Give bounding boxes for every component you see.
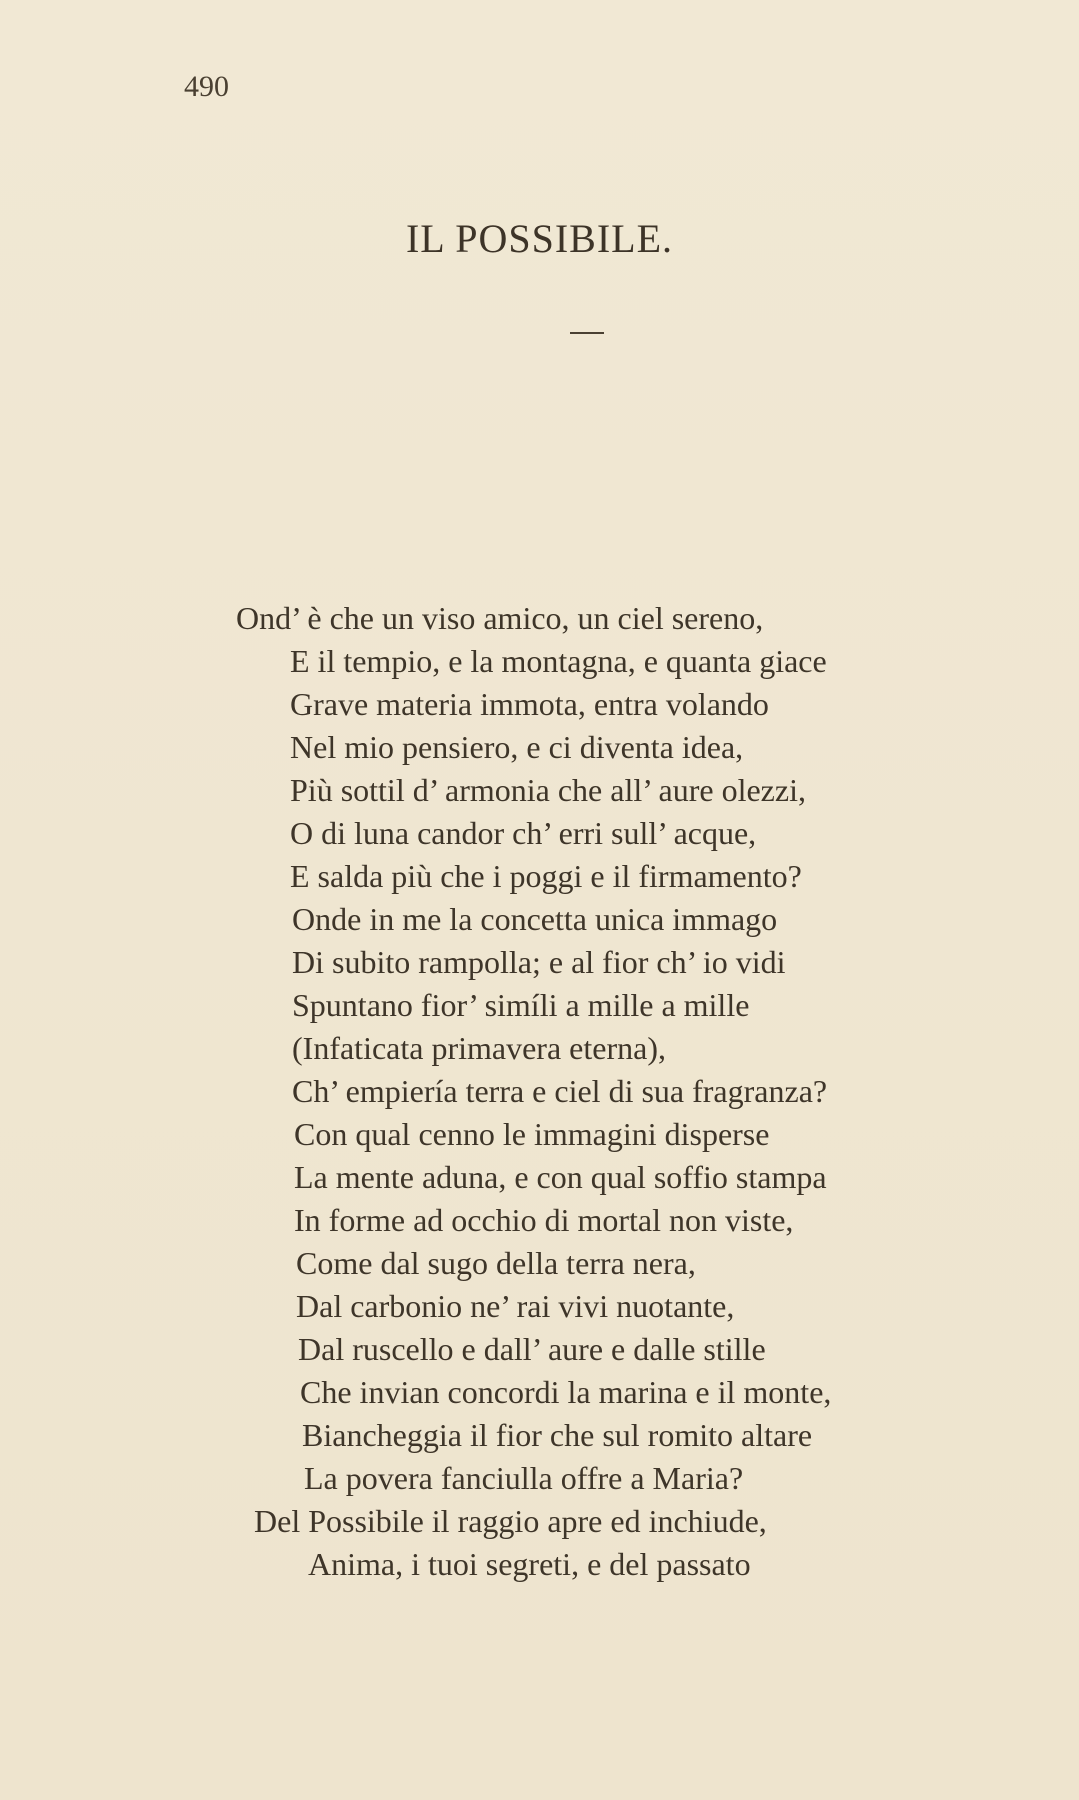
- poem-line: Biancheggia il fior che sul romito altare: [302, 1417, 813, 1453]
- poem-line: (Infaticata primavera eterna),: [292, 1030, 666, 1066]
- poem-line: La mente aduna, e con qual soffio stampa: [294, 1159, 827, 1195]
- poem-line: Con qual cenno le immagini disperse: [294, 1116, 770, 1152]
- poem-line: Grave materia immota, entra volando: [290, 686, 769, 722]
- poem-line: E il tempio, e la montagna, e quanta giace: [290, 643, 827, 679]
- title-separator: [570, 332, 604, 334]
- poem-line: Anima, i tuoi segreti, e del passato: [308, 1546, 751, 1582]
- poem-line: In forme ad occhio di mortal non viste,: [294, 1202, 794, 1238]
- poem-line: Dal carbonio ne’ rai vivi nuotante,: [296, 1288, 735, 1324]
- poem-line: Di subito rampolla; e al fior ch’ io vidi: [292, 944, 786, 980]
- poem-line: Più sottil d’ armonia che all’ aure olezzi,: [290, 772, 806, 808]
- poem-line: O di luna candor ch’ erri sull’ acque,: [290, 815, 757, 851]
- poem-line: Spuntano fior’ simíli a mille a mille: [292, 987, 750, 1023]
- poem-line: Come dal sugo della terra nera,: [296, 1245, 696, 1281]
- poem-line: Ond’ è che un viso amico, un ciel sereno,: [236, 600, 764, 636]
- page-number: 490: [184, 70, 229, 103]
- page-title: IL POSSIBILE.: [405, 216, 674, 261]
- poem-line: Nel mio pensiero, e ci diventa idea,: [290, 729, 744, 765]
- poem-line: Onde in me la concetta unica immago: [292, 901, 778, 937]
- poem-line: Ch’ empiería terra e ciel di sua fragranza?: [292, 1073, 828, 1109]
- poem-line: E salda più che i poggi e il firmamento?: [290, 858, 802, 894]
- poem-line: Del Possibile il raggio apre ed inchiude,: [254, 1503, 767, 1539]
- poem-line: Dal ruscello e dall’ aure e dalle stille: [298, 1331, 766, 1367]
- poem-line: Che invian concordi la marina e il monte,: [300, 1374, 832, 1410]
- poem-line: La povera fanciulla offre a Maria?: [304, 1460, 744, 1496]
